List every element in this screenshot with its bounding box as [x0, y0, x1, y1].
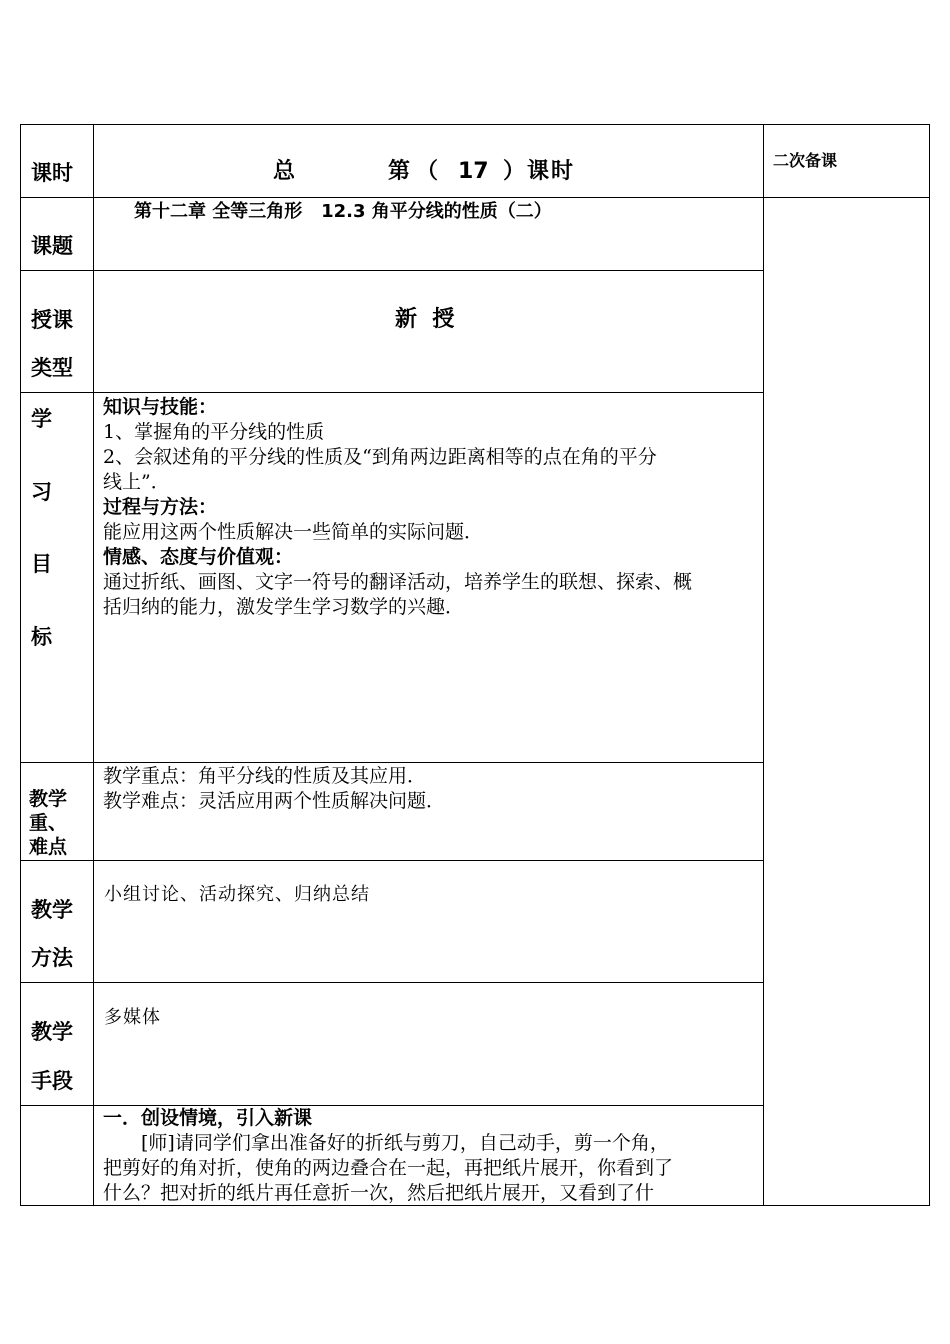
means-value: 多媒体	[104, 1007, 161, 1028]
second-prep-label: 二次备课	[773, 151, 838, 170]
method-value: 小组讨论、活动探究、归纳总结	[104, 884, 370, 905]
knowledge-item-2b: 线上”．	[103, 471, 170, 493]
grid-top	[20, 124, 930, 125]
grid-row-1	[20, 197, 930, 198]
lesson-type-label-2: 类型	[31, 356, 73, 380]
process-line-2: 把剪好的角对折，使角的两边叠合在一起，再把纸片展开，你看到了	[103, 1157, 674, 1179]
process-content	[103, 1106, 673, 1206]
goals-label-2: 习	[31, 480, 52, 504]
ks-label: 课时	[31, 161, 73, 185]
grid-left	[20, 124, 21, 1206]
knowledge-item-2a: 2、会叙述角的平分线的性质及“到角两边距离相等的点在角的平分	[103, 446, 657, 468]
means-label-2: 手段	[31, 1069, 73, 1093]
topic-value: 第十二章 全等三角形 12.3 角平分线的性质（二）	[134, 201, 552, 222]
grid-row-6	[20, 982, 764, 983]
topic-label: 课题	[31, 234, 73, 258]
lesson-prefix: 第（	[388, 159, 445, 184]
key-points-content	[103, 764, 445, 814]
process-section-heading: 一．创设情境，引入新课	[103, 1107, 313, 1129]
emotion-heading: 情感、态度与价值观：	[103, 546, 294, 568]
lesson-type-value: 新 授	[395, 307, 455, 332]
lesson-type-label-1: 授课	[31, 308, 73, 332]
grid-row-2	[20, 270, 764, 271]
difficult-point: 教学难点：灵活应用两个性质解决问题．	[103, 790, 446, 812]
total-label: 总	[273, 159, 296, 184]
means-label-1: 教学	[31, 1020, 73, 1044]
grid-row-5	[20, 860, 764, 861]
grid-col-2	[763, 124, 764, 1206]
emotion-item-1a: 通过折纸、画图、文字一符号的翻译活动，培养学生的联想、探索、概	[103, 571, 693, 593]
key-points-label-1: 教学	[29, 788, 68, 810]
key-points-label-3: 难点	[29, 836, 68, 858]
grid-row-4	[20, 762, 764, 763]
lesson-number: 17	[458, 159, 489, 184]
grid-right	[929, 124, 930, 1206]
process-heading: 过程与方法：	[103, 496, 218, 518]
process-item-1: 能应用这两个性质解决一些简单的实际问题．	[103, 521, 484, 543]
knowledge-item-1: 1、掌握角的平分线的性质	[103, 421, 325, 443]
process-line-1: [师]请同学们拿出准备好的折纸与剪刀，自己动手，剪一个角，	[103, 1132, 669, 1154]
process-line-3: 什么？把对折的纸片再任意折一次，然后把纸片展开，又看到了什	[103, 1182, 655, 1204]
knowledge-heading: 知识与技能：	[103, 396, 218, 418]
lesson-suffix: ）课时	[503, 159, 576, 184]
goals-label-4: 标	[31, 625, 52, 649]
key-points-label-2: 重、	[29, 812, 68, 834]
emotion-item-1b: 括归纳的能力，激发学生学习数学的兴趣．	[103, 596, 465, 618]
goals-content	[103, 395, 758, 620]
method-label-1: 教学	[31, 898, 73, 922]
goals-label-3: 目	[31, 552, 52, 576]
goals-label-1: 学	[31, 407, 52, 431]
key-point: 教学重点：角平分线的性质及其应用．	[103, 765, 427, 787]
grid-row-3	[20, 392, 764, 393]
grid-col-1	[93, 124, 94, 1206]
method-label-2: 方法	[31, 946, 73, 970]
